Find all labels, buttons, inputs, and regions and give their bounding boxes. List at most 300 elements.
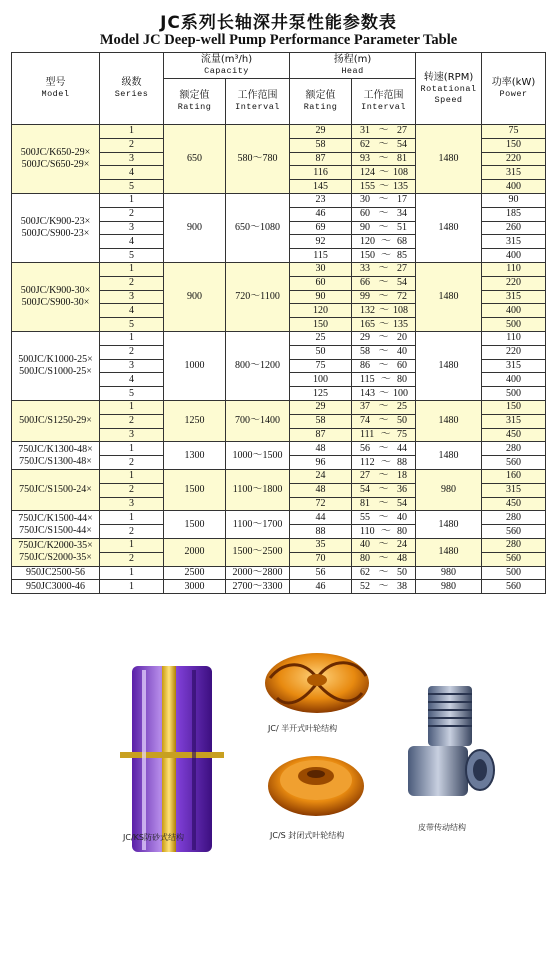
series-cell: 2	[100, 138, 164, 152]
head-interval-cell	[352, 442, 416, 456]
capacity-rating-cell: 2000	[164, 538, 226, 566]
power-cell: 315	[482, 359, 546, 373]
head-interval-max: 54	[360, 484, 371, 496]
speed-cell: 980	[416, 580, 482, 594]
power-cell: 90	[482, 193, 546, 207]
table-row	[12, 469, 546, 483]
head-rating-cell: 87	[290, 428, 352, 442]
power-cell: 400	[482, 304, 546, 318]
tilde-separator: ～	[381, 249, 392, 261]
power-cell: 160	[482, 469, 546, 483]
head-interval-max: 30	[360, 194, 371, 206]
head-interval-cell	[352, 193, 416, 207]
head-interval-cell	[352, 552, 416, 566]
model-name: 750JC/S1300-48×	[19, 455, 92, 467]
capacity-rating-cell: 1500	[164, 511, 226, 539]
power-cell: 150	[482, 400, 546, 414]
head-interval-min: 100	[393, 387, 409, 399]
head-interval-min: 80	[397, 525, 408, 537]
head-interval-min: 108	[393, 166, 409, 178]
head-interval-cell	[352, 180, 416, 194]
structure-images	[0, 630, 557, 950]
head-rating-cell: 58	[290, 414, 352, 428]
power-cell: 560	[482, 456, 546, 470]
capacity-rating-cell: 1500	[164, 469, 226, 510]
series-cell: 2	[100, 414, 164, 428]
power-cell: 110	[482, 262, 546, 276]
table-row	[12, 193, 546, 207]
power-cell: 185	[482, 207, 546, 221]
speed-cell: 980	[416, 566, 482, 580]
tilde-separator: ～	[378, 290, 389, 302]
head-rating-cell: 58	[290, 138, 352, 152]
tilde-separator: ～	[378, 401, 389, 413]
head-interval-min: 135	[393, 318, 409, 330]
power-cell: 400	[482, 180, 546, 194]
model-cell	[12, 442, 100, 470]
head-rating-cell: 75	[290, 359, 352, 373]
model-cell	[12, 331, 100, 400]
header-head-rating: 额定值 Rating	[290, 79, 352, 125]
series-cell: 1	[100, 125, 164, 139]
table-row	[12, 400, 546, 414]
tilde-separator: ～	[381, 235, 392, 247]
series-cell: 5	[100, 387, 164, 401]
tilde-separator: ～	[378, 263, 389, 275]
head-interval-min: 85	[397, 249, 408, 261]
head-interval-min: 25	[397, 401, 408, 413]
power-cell: 500	[482, 387, 546, 401]
series-cell: 1	[100, 580, 164, 594]
head-interval-max: 29	[360, 332, 371, 344]
model-cell	[12, 262, 100, 331]
header-speed: 转速(RPM) Rotational Speed	[416, 53, 482, 125]
head-rating-cell: 145	[290, 180, 352, 194]
capacity-interval-cell: 700～1400	[226, 400, 290, 441]
head-interval-max: 37	[360, 401, 371, 413]
tilde-separator: ～	[378, 139, 389, 151]
head-interval-cell	[352, 538, 416, 552]
capacity-rating-cell: 900	[164, 193, 226, 262]
head-interval-max: 86	[360, 359, 371, 371]
table-row	[12, 566, 546, 580]
model-name: 750JC/K1500-44×	[18, 512, 93, 524]
table-row	[12, 511, 546, 525]
head-interval-max: 60	[360, 208, 371, 220]
head-interval-cell	[352, 580, 416, 594]
table-row	[12, 538, 546, 552]
capacity-rating-cell: 2500	[164, 566, 226, 580]
speed-cell: 1480	[416, 262, 482, 331]
model-name: 500JC/S900-23×	[21, 227, 90, 239]
speed-cell: 1480	[416, 125, 482, 194]
belt-drive-image	[398, 680, 498, 810]
capacity-interval-cell: 580～780	[226, 125, 290, 194]
series-cell: 1	[100, 262, 164, 276]
speed-cell: 1480	[416, 442, 482, 470]
head-interval-cell	[352, 166, 416, 180]
head-interval-min: 17	[397, 194, 408, 206]
head-interval-min: 54	[397, 139, 408, 151]
head-rating-cell: 116	[290, 166, 352, 180]
tilde-separator: ～	[378, 484, 389, 496]
model-cell	[12, 511, 100, 539]
head-interval-max: 58	[360, 346, 371, 358]
head-interval-min: 80	[397, 373, 408, 385]
speed-cell: 980	[416, 469, 482, 510]
sand-proof-structure-image	[118, 660, 228, 860]
table-row	[12, 580, 546, 594]
head-rating-cell: 150	[290, 318, 352, 332]
head-interval-cell	[352, 359, 416, 373]
series-cell: 2	[100, 552, 164, 566]
head-rating-cell: 46	[290, 207, 352, 221]
tilde-separator: ～	[378, 442, 389, 454]
head-interval-max: 155	[360, 180, 376, 192]
head-interval-max: 115	[360, 373, 375, 385]
series-cell: 3	[100, 152, 164, 166]
series-cell: 2	[100, 525, 164, 539]
head-rating-cell: 88	[290, 525, 352, 539]
tilde-separator: ～	[378, 221, 389, 233]
tilde-separator: ～	[378, 125, 389, 137]
head-rating-cell: 87	[290, 152, 352, 166]
tilde-separator: ～	[378, 332, 389, 344]
power-cell: 400	[482, 373, 546, 387]
head-interval-cell	[352, 138, 416, 152]
tilde-separator: ～	[378, 415, 389, 427]
power-cell: 315	[482, 166, 546, 180]
model-cell	[12, 580, 100, 594]
head-rating-cell: 96	[290, 456, 352, 470]
head-rating-cell: 23	[290, 193, 352, 207]
series-cell: 1	[100, 511, 164, 525]
head-rating-cell: 50	[290, 345, 352, 359]
series-cell: 1	[100, 469, 164, 483]
power-cell: 315	[482, 290, 546, 304]
tilde-separator: ～	[378, 346, 389, 358]
head-interval-max: 143	[360, 387, 376, 399]
model-name: 500JC/S900-30×	[21, 296, 90, 308]
power-cell: 280	[482, 442, 546, 456]
tilde-separator: ～	[380, 428, 391, 440]
speed-cell: 1480	[416, 511, 482, 539]
head-rating-cell: 60	[290, 276, 352, 290]
head-interval-min: 72	[397, 290, 408, 302]
head-interval-cell	[352, 235, 416, 249]
capacity-interval-cell: 2000～2800	[226, 566, 290, 580]
series-cell: 1	[100, 538, 164, 552]
capacity-interval-cell: 1500～2500	[226, 538, 290, 566]
head-interval-cell	[352, 566, 416, 580]
head-interval-cell	[352, 290, 416, 304]
head-rating-cell: 100	[290, 373, 352, 387]
series-cell: 4	[100, 166, 164, 180]
model-cell	[12, 469, 100, 510]
tilde-separator: ～	[378, 580, 389, 592]
head-interval-cell	[352, 262, 416, 276]
tilde-separator: ～	[378, 566, 389, 578]
head-interval-max: 62	[360, 566, 371, 578]
capacity-interval-cell: 2700～3300	[226, 580, 290, 594]
head-interval-max: 120	[360, 235, 376, 247]
model-name: 500JC/K900-30×	[20, 284, 91, 296]
head-interval-min: 108	[393, 304, 409, 316]
header-series: 级数 Series	[100, 53, 164, 125]
power-cell: 450	[482, 428, 546, 442]
head-interval-max: 90	[360, 221, 371, 233]
head-interval-cell	[352, 207, 416, 221]
semi-open-impeller-image	[262, 638, 372, 718]
series-cell: 3	[100, 497, 164, 511]
head-rating-cell: 46	[290, 580, 352, 594]
tilde-separator: ～	[378, 208, 389, 220]
head-interval-max: 124	[360, 166, 376, 178]
power-cell: 560	[482, 580, 546, 594]
closed-impeller-image	[266, 742, 366, 822]
head-interval-min: 44	[397, 442, 408, 454]
capacity-rating-cell: 1250	[164, 400, 226, 441]
head-interval-min: 54	[397, 277, 408, 289]
model-name: 500JC/K650-29×	[20, 146, 91, 158]
table-row	[12, 125, 546, 139]
head-interval-max: 31	[360, 125, 371, 137]
model-name: 750JC/K1300-48×	[18, 443, 93, 455]
capacity-rating-cell: 3000	[164, 580, 226, 594]
series-cell: 3	[100, 290, 164, 304]
head-interval-min: 135	[393, 180, 409, 192]
header-head-interval: 工作范围 Interval	[352, 79, 416, 125]
head-interval-min: 48	[397, 553, 408, 565]
head-interval-min: 68	[397, 235, 408, 247]
head-rating-cell: 48	[290, 442, 352, 456]
head-rating-cell: 29	[290, 125, 352, 139]
head-interval-cell	[352, 373, 416, 387]
head-interval-min: 81	[397, 152, 408, 164]
series-cell: 1	[100, 400, 164, 414]
series-cell: 2	[100, 276, 164, 290]
tilde-separator: ～	[380, 456, 391, 468]
head-interval-cell	[352, 318, 416, 332]
model-cell	[12, 193, 100, 262]
power-cell: 220	[482, 276, 546, 290]
model-name: 750JC/S2000-35×	[19, 552, 92, 564]
series-cell: 2	[100, 456, 164, 470]
head-interval-min: 51	[397, 221, 408, 233]
head-interval-cell	[352, 221, 416, 235]
capacity-rating-cell: 1000	[164, 331, 226, 400]
power-cell: 110	[482, 331, 546, 345]
head-interval-min: 24	[397, 539, 408, 551]
power-cell: 220	[482, 152, 546, 166]
head-interval-max: 52	[360, 580, 371, 592]
head-interval-max: 165	[360, 318, 376, 330]
head-interval-min: 36	[397, 484, 408, 496]
head-interval-min: 38	[397, 580, 408, 592]
head-interval-cell	[352, 304, 416, 318]
head-interval-min: 34	[397, 208, 408, 220]
tilde-separator: ～	[378, 277, 389, 289]
series-cell: 5	[100, 249, 164, 263]
capacity-interval-cell: 720～1100	[226, 262, 290, 331]
power-cell: 500	[482, 566, 546, 580]
speed-cell: 1480	[416, 331, 482, 400]
head-interval-cell	[352, 387, 416, 401]
head-interval-max: 112	[360, 456, 375, 468]
header-cap-interval: 工作范围 Interval	[226, 79, 290, 125]
model-name: 750JC/S1500-44×	[19, 524, 92, 536]
head-interval-max: 150	[360, 249, 376, 261]
series-cell: 1	[100, 193, 164, 207]
head-interval-cell	[352, 456, 416, 470]
tilde-separator: ～	[379, 304, 390, 316]
head-interval-max: 81	[360, 497, 371, 509]
head-rating-cell: 120	[290, 304, 352, 318]
capacity-interval-cell: 650～1080	[226, 193, 290, 262]
capacity-interval-cell: 1000～1500	[226, 442, 290, 470]
head-rating-cell: 35	[290, 538, 352, 552]
model-name: 950JC2500-56	[26, 566, 85, 578]
head-interval-cell	[352, 428, 416, 442]
head-interval-max: 132	[360, 304, 376, 316]
header-cap-rating: 额定值 Rating	[164, 79, 226, 125]
model-name: 500JC/K900-23×	[20, 215, 91, 227]
performance-table	[11, 52, 546, 594]
head-interval-max: 74	[360, 415, 371, 427]
power-cell: 220	[482, 345, 546, 359]
model-cell	[12, 400, 100, 441]
tilde-separator: ～	[378, 194, 389, 206]
head-rating-cell: 48	[290, 483, 352, 497]
power-cell: 560	[482, 525, 546, 539]
series-cell: 3	[100, 428, 164, 442]
head-interval-min: 60	[397, 359, 408, 371]
model-cell	[12, 566, 100, 580]
series-cell: 3	[100, 359, 164, 373]
series-cell: 1	[100, 442, 164, 456]
model-name: 950JC3000-46	[26, 580, 85, 592]
head-interval-max: 27	[360, 470, 371, 482]
head-interval-min: 27	[397, 263, 408, 275]
model-cell	[12, 125, 100, 194]
series-cell: 2	[100, 345, 164, 359]
head-rating-cell: 24	[290, 469, 352, 483]
caption-closed: JC/S 封闭式叶轮结构	[270, 831, 345, 840]
series-cell: 4	[100, 235, 164, 249]
speed-cell: 1480	[416, 538, 482, 566]
head-interval-min: 50	[397, 415, 408, 427]
head-rating-cell: 92	[290, 235, 352, 249]
head-interval-min: 50	[397, 566, 408, 578]
header-head: 扬程(m) Head	[290, 53, 416, 79]
caption-belt: 皮带传动结构	[418, 823, 466, 832]
model-name: 500JC/S1250-29×	[19, 415, 92, 427]
tilde-separator: ～	[378, 511, 389, 523]
power-cell: 560	[482, 552, 546, 566]
head-rating-cell: 115	[290, 249, 352, 263]
model-name: 500JC/S1000-25×	[19, 365, 92, 377]
model-name: 750JC/K2000-35×	[18, 540, 93, 552]
head-interval-min: 27	[397, 125, 408, 137]
header-model: 型号 Model	[12, 53, 100, 125]
capacity-rating-cell: 650	[164, 125, 226, 194]
head-rating-cell: 70	[290, 552, 352, 566]
tilde-separator: ～	[378, 359, 389, 371]
head-rating-cell: 56	[290, 566, 352, 580]
series-cell: 2	[100, 207, 164, 221]
head-interval-max: 33	[360, 263, 371, 275]
tilde-separator: ～	[379, 387, 390, 399]
head-interval-min: 20	[397, 332, 408, 344]
header-power: 功率(kW) Power	[482, 53, 546, 125]
power-cell: 280	[482, 511, 546, 525]
head-rating-cell: 29	[290, 400, 352, 414]
model-name: 500JC/K1000-25×	[18, 353, 93, 365]
head-interval-min: 18	[397, 470, 408, 482]
head-interval-cell	[352, 414, 416, 428]
head-interval-max: 66	[360, 277, 371, 289]
table-row	[12, 331, 546, 345]
power-cell: 75	[482, 125, 546, 139]
head-interval-max: 93	[360, 152, 371, 164]
power-cell: 280	[482, 538, 546, 552]
title-en: Model JC Deep-well Pump Performance Parameter Table	[99, 32, 458, 48]
model-name: 750JC/S1500-24×	[19, 484, 92, 496]
head-rating-cell: 30	[290, 262, 352, 276]
head-interval-min: 75	[397, 428, 408, 440]
head-rating-cell: 69	[290, 221, 352, 235]
head-interval-min: 88	[397, 456, 408, 468]
caption-sand-proof: JC/KS防砂式结构	[123, 833, 184, 842]
series-cell: 4	[100, 304, 164, 318]
tilde-separator: ～	[378, 152, 389, 164]
series-cell: 1	[100, 566, 164, 580]
tilde-separator: ～	[379, 166, 390, 178]
head-interval-max: 55	[360, 511, 371, 523]
head-interval-min: 40	[397, 346, 408, 358]
capacity-interval-cell: 1100～1700	[226, 511, 290, 539]
power-cell: 315	[482, 414, 546, 428]
head-rating-cell: 72	[290, 497, 352, 511]
head-interval-min: 40	[397, 511, 408, 523]
head-interval-cell	[352, 400, 416, 414]
power-cell: 315	[482, 235, 546, 249]
tilde-separator: ～	[379, 318, 390, 330]
head-interval-cell	[352, 125, 416, 139]
model-cell	[12, 538, 100, 566]
power-cell: 400	[482, 249, 546, 263]
capacity-interval-cell: 800～1200	[226, 331, 290, 400]
title-cn: JC系列长轴深井泵性能参数表	[160, 13, 397, 33]
tilde-separator: ～	[378, 470, 389, 482]
power-cell: 500	[482, 318, 546, 332]
tilde-separator: ～	[380, 525, 391, 537]
tilde-separator: ～	[379, 180, 390, 192]
head-rating-cell: 125	[290, 387, 352, 401]
series-cell: 1	[100, 331, 164, 345]
head-interval-min: 54	[397, 497, 408, 509]
head-interval-max: 62	[360, 139, 371, 151]
head-rating-cell: 90	[290, 290, 352, 304]
capacity-rating-cell: 900	[164, 262, 226, 331]
speed-cell: 1480	[416, 400, 482, 441]
series-cell: 3	[100, 221, 164, 235]
series-cell: 5	[100, 318, 164, 332]
head-interval-cell	[352, 525, 416, 539]
head-interval-cell	[352, 511, 416, 525]
tilde-separator: ～	[380, 373, 391, 385]
head-rating-cell: 25	[290, 331, 352, 345]
